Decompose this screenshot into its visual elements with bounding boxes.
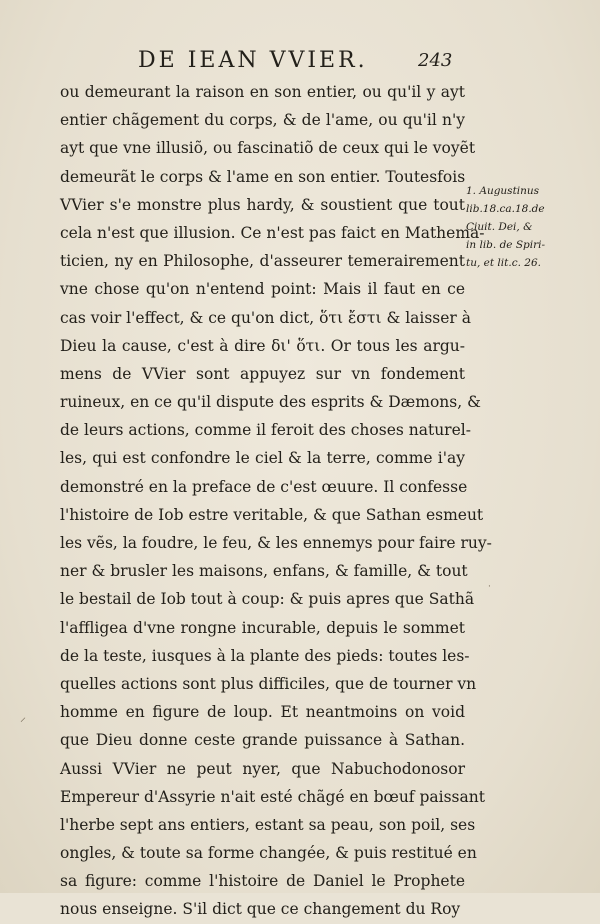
text-line: l'herbe sept ans entiers, estant sa peau, son poil, ses <box>60 815 476 834</box>
text-line: de la teste, iusques à la plante des pieds: toutes les- <box>60 646 470 665</box>
text-line: demonstré en la preface de c'est œuure. Il confesse <box>60 477 468 496</box>
text-line: mens de VVier sont appuyez sur vn fondement <box>60 364 465 383</box>
marginal-line: tu, et lit.c. 26. <box>466 257 541 269</box>
text-line: sa figure: comme l'histoire de Daniel le Prophete <box>60 872 465 891</box>
text-line: demeurãt le corps & l'ame en son entier. Toutesfois <box>60 167 466 186</box>
text-line: ou demeurant la raison en son entier, ou qu'il y ayt <box>60 83 465 101</box>
marginal-line: Ciuit. Dei, & <box>466 221 533 233</box>
text-line: ongles, & toute sa forme changée, & puis restitué en <box>60 844 477 863</box>
text-line: l'histoire de Iob estre veritable, & que Sathan esmeut <box>60 505 484 524</box>
page-number: 243 <box>418 50 453 71</box>
text-line: les vẽs, la foudre, le feu, & les ennemys pour faire ruy- <box>60 534 492 552</box>
marginal-line: lib.18.ca.18.de <box>466 203 545 215</box>
marginal-line: 1. Augustinus <box>466 185 540 197</box>
text-line: cas voir l'effect, & ce qu'on dict, ὅτι ἔστι & laisser à <box>60 308 472 327</box>
text-line: Aussi VVier ne peut nyer, que Nabuchodonosor <box>60 759 465 778</box>
text-line: quelles actions sont plus difficiles, que de tourner vn <box>60 674 477 693</box>
text-line: ayt que vne illusiõ, ou fascinatiõ de ceux qui le voyẽt <box>60 139 476 158</box>
text-line: vne chose qu'on n'entend point: Mais il faut en ce <box>60 280 465 299</box>
text-line: Empereur d'Assyrie n'ait esté chãgé en bœuf paissant <box>60 787 485 806</box>
text-line: ner & brusler les maisons, enfans, & famille, & tout <box>60 562 468 581</box>
marginal-line: in lib. de Spiri- <box>466 239 546 251</box>
text-line: les, qui est confondre le ciel & la terre, comme i'ay <box>60 449 465 468</box>
text-line: ruineux, en ce qu'il dispute des esprits & Dæmons, & <box>60 393 481 412</box>
text-line: homme en figure de loup. Et neantmoins on void <box>60 703 465 722</box>
text-line: nous enseigne. S'il dict que ce changement du Roy <box>60 900 461 919</box>
text-line: Dieu la cause, c'est à dire δι' ὅτι. Or tous les argu- <box>60 336 465 355</box>
stray-mark: ⸝ <box>20 710 27 724</box>
text-line: que Dieu donne ceste grande puissance à Sathan. <box>60 731 465 750</box>
text-line: ticien, ny en Philosophe, d'asseurer temerairement <box>60 252 465 271</box>
stray-mark: · <box>488 582 491 592</box>
text-line: l'affligea d'vne rongne incurable, depuis le sommet <box>60 618 465 637</box>
text-line: entier chãgement du corps, & de l'ame, ou qu'il n'y <box>60 111 465 130</box>
text-line: le bestail de Iob tout à coup: & puis apres que Sathã <box>60 590 475 609</box>
body-text <box>60 78 492 924</box>
running-head: DE IEAN VVIER. <box>138 48 368 73</box>
text-line: VVier s'e monstre plus hardy, & soustient que tout <box>60 195 465 214</box>
marginal-note <box>466 182 584 272</box>
text-line: de leurs actions, comme il feroit des choses naturel- <box>60 421 471 440</box>
text-line: cela n'est que illusion. Ce n'est pas faict en Mathema- <box>60 223 485 242</box>
